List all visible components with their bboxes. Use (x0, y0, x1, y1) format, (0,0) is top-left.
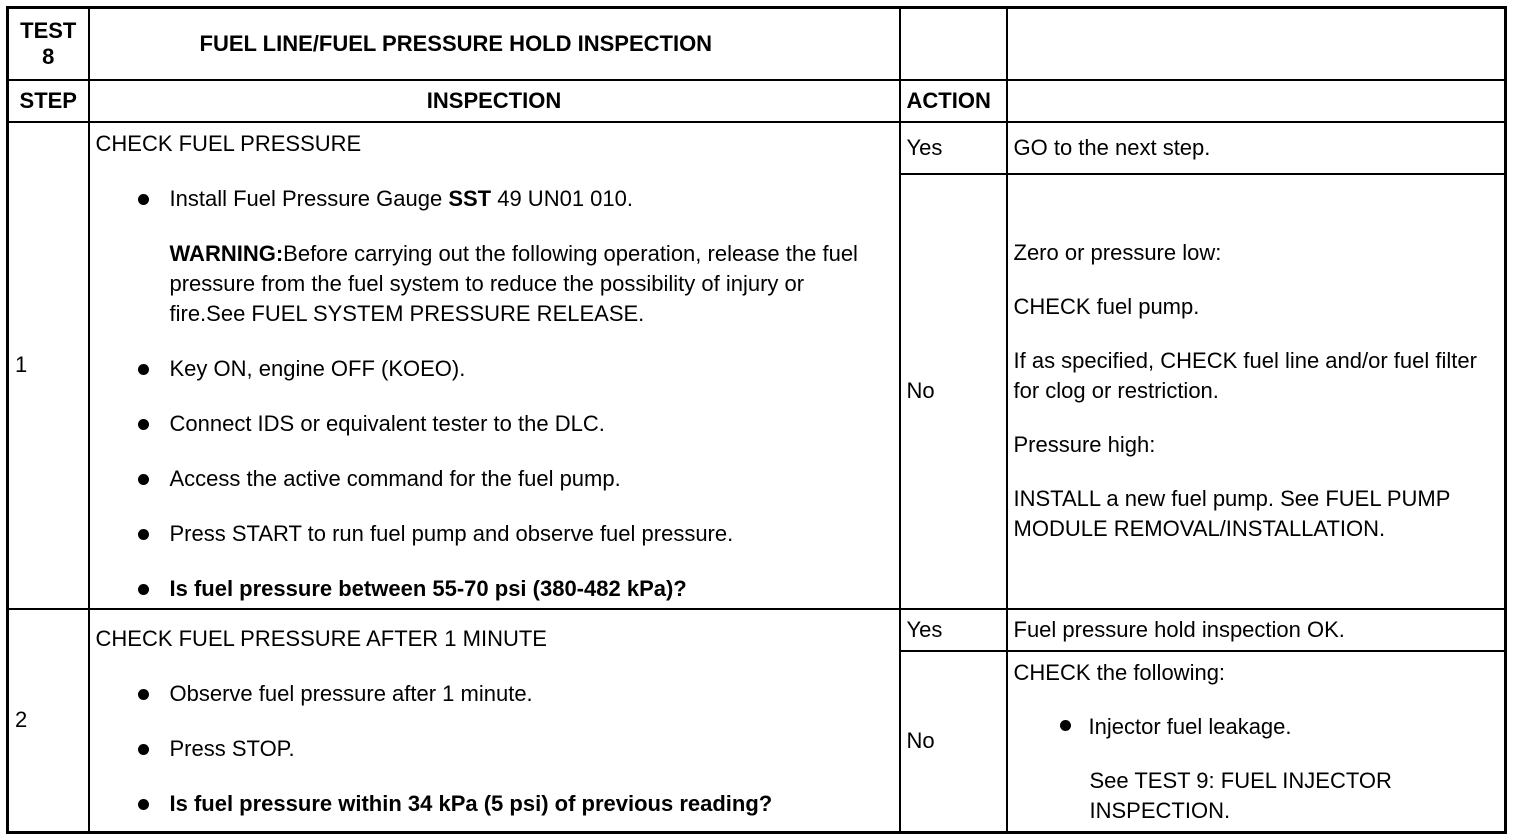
page-title: FUEL LINE/FUEL PRESSURE HOLD INSPECTION (89, 8, 900, 80)
step-1-no-label: No (900, 174, 1007, 609)
step-1-item-install-gauge: Install Fuel Pressure Gauge SST 49 UN01 010. (136, 184, 893, 214)
bullet-icon (138, 689, 149, 700)
step-1-question: Is fuel pressure between 55-70 psi (380-482 kPa)? (136, 574, 893, 604)
step-1-yes-label: Yes (900, 122, 1007, 174)
title-row (8, 8, 1506, 80)
step-2-yes-label: Yes (900, 609, 1007, 651)
step-1-list (96, 184, 893, 214)
step-1-no-line: Zero or pressure low: (1013, 240, 1222, 265)
step-2-list (96, 679, 893, 819)
step-1-yes-action: GO to the next step. (1007, 122, 1506, 174)
step-1-no-line: If as specified, CHECK fuel line and/or fuel filter for clog or restriction. (1013, 348, 1477, 403)
step-2-no-action (1007, 651, 1506, 833)
step-2-yes-action: Fuel pressure hold inspection OK. (1007, 609, 1506, 651)
step-2-number: 2 (8, 609, 89, 833)
step-1-warning (170, 239, 873, 329)
warning-text: Before carrying out the following operation, release the fuel pressure from the fuel system to reduce the possibility of injury or fire.See FUEL SYSTEM PRESSURE RELEASE. (169, 240, 858, 326)
test-label: TEST (20, 17, 77, 43)
test-number: 8 (42, 43, 55, 69)
step-1-item-connect-ids: Connect IDS or equivalent tester to the DLC. (136, 409, 893, 439)
step-1-inspection (89, 122, 900, 609)
inspection-table (6, 6, 1507, 834)
step-2-question: Is fuel pressure within 34 kPa (5 psi) of previous reading? (136, 789, 893, 819)
warning-label: WARNING: (169, 240, 284, 266)
column-header-row (8, 80, 1506, 122)
step-1-item-koeo: Key ON, engine OFF (KOEO). (136, 354, 893, 384)
step-1-no-line: CHECK fuel pump. (1013, 294, 1200, 319)
step-2-no-see: See TEST 9: FUEL INJECTOR INSPECTION. (1089, 767, 1392, 823)
step-1-yes-row (8, 122, 1506, 174)
bullet-icon (138, 364, 149, 375)
column-header-inspection: INSPECTION (89, 80, 900, 122)
column-header-step: STEP (8, 80, 89, 122)
step-2-no-intro: CHECK the following: (1013, 659, 1226, 685)
bullet-icon (138, 194, 149, 205)
title-empty-cell-2 (1007, 8, 1506, 80)
step-2-item-press-stop: Press STOP. (136, 734, 893, 764)
column-header-empty (1007, 80, 1506, 122)
step-1-list-continued (96, 354, 893, 604)
step-1-item-active-command: Access the active command for the fuel pump. (136, 464, 893, 494)
bullet-icon (138, 529, 149, 540)
step-1-no-action (1007, 174, 1506, 609)
bullet-icon (138, 419, 149, 430)
step-2-heading: CHECK FUEL PRESSURE AFTER 1 MINUTE (95, 625, 547, 651)
step-2-yes-row (8, 609, 1506, 651)
step-1-no-line: Pressure high: (1013, 432, 1156, 457)
bullet-icon (138, 584, 149, 595)
bullet-icon (138, 799, 149, 810)
step-1-heading: CHECK FUEL PRESSURE (95, 130, 362, 156)
bullet-icon (1060, 720, 1071, 731)
column-header-action: ACTION (900, 80, 1007, 122)
step-1-number: 1 (8, 122, 89, 609)
bullet-icon (138, 744, 149, 755)
bullet-icon (138, 474, 149, 485)
step-2-item-observe: Observe fuel pressure after 1 minute. (136, 679, 893, 709)
step-2-no-bullet: Injector fuel leakage. (1060, 712, 1499, 742)
step-2-no-label: No (900, 651, 1007, 833)
title-empty-cell-1 (900, 8, 1007, 80)
step-2-inspection (89, 609, 900, 833)
step-1-no-line: INSTALL a new fuel pump. See FUEL PUMP MODULE REMOVAL/INSTALLATION. (1013, 486, 1451, 541)
test-number-cell (8, 8, 89, 80)
step-1-item-press-start: Press START to run fuel pump and observe fuel pressure. (136, 519, 893, 549)
